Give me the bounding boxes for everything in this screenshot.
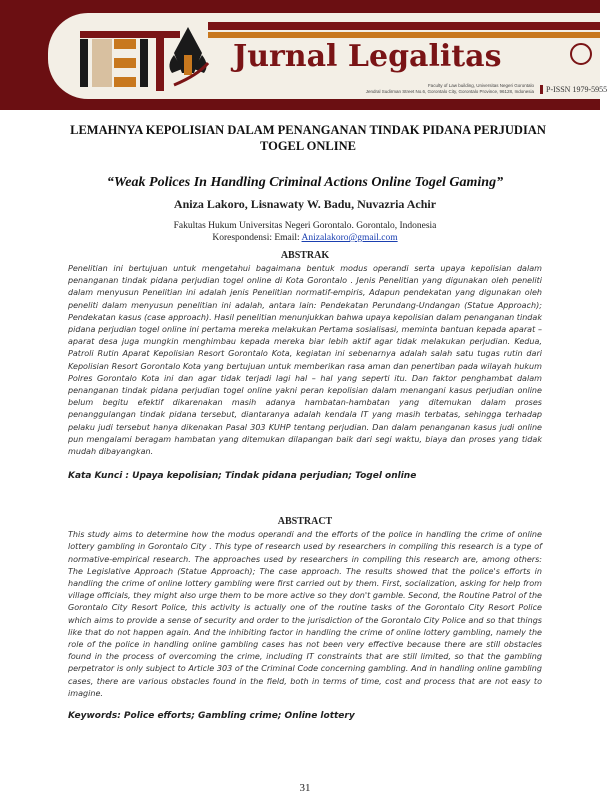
keywords: Keywords: Police efforts; Gambling crime; Online lottery — [68, 711, 355, 722]
article-body — [0, 110, 600, 805]
page-number: 31 — [299, 782, 311, 795]
english-title: “Weak Polices In Handling Criminal Actions Online Togel Gaming” — [106, 175, 504, 190]
address-line: Faculty of Law building, Universitas Negeri Gorontalo — [427, 83, 534, 88]
affiliation-block — [68, 220, 542, 244]
authors: Aniza Lakoro, Lisnawaty W. Badu, Nuvazria Achir — [173, 197, 437, 211]
kata-kunci: Kata Kunci : Upaya kepolisian; Tindak pidana perjudian; Togel online — [68, 471, 417, 482]
journal-header — [0, 0, 607, 110]
university-seal-icon — [570, 43, 592, 65]
email-link[interactable]: Anizalakoro@gmail.com — [301, 233, 398, 243]
abstrak-text: Penelitian ini bertujuan untuk mengetahui bagaimana bentuk modus operandi serta upaya kepolisian dalam penanganan tindak pidana perjudian togel online di Kota Gorontalo . Jenis Penelitian yang digunakan oleh peneliti dalam menyusun Penelitian ini adalah jenis Penelitian normatif-empiris, Adapun pendekatan yang digunakan oleh peneliti dalam menyusun penelitian ini adalah, antara lain: Pendekatan Perundang-Undangan (Statue Approach); Pendekatan kasus (case approach). Hasil penelitian menunjukkan bahwa upaya kepolisian dalam penanganan tindak pidana perjudian togel online ini pertama mereka melakukan Pertama sosialisasi, meminta bantuan kepada aparat – aparat desa juga mungkin menghimbau kepada mereka biar lebih aktif agar tidak melakukan perjudian. Kedua, Patroli Rutin Aparat Kepolisian Resort Gorontalo Kota, kegiatan ini sebenarnya adalah salah satu tugas rutin dari Kepolisian Resort Gorontalo Kota yang bertujuan untuk memberikan rasa aman dan penertiban pada wilayah hukum Polres Gorontalo Kota ini dan agar tidak terjadi lagi hal – hal yang seperti itu. Dan faktor penghambat dalam penanganan tindak pidana perjudian togel online yakni peran kepolisian dalam menangani kasus perjudian online belum begitu efektif dikarenakan masih adanya hambatan-hambatan yang ditemukan dalam proses penanggulangan tindak pidana tersebut, diantaranya adalah kendala IT yang masih terbatas, sehingga terhadap pelaku judi tersebut hanya dikenakan Pasal 303 KUHP tentang perjudian. Dan dalam penanganan kasus judi online pun mengalami beragam hambatan yang ditemukan dilapangan baik dari segi waktu, biaya dan proses yang tidak mudah dibayangkan. — [68, 264, 542, 457]
correspondence — [68, 232, 542, 244]
abstract-heading: ABSTRACT — [277, 516, 333, 528]
journal-logo — [78, 25, 248, 95]
address-line: Jendral Sudirman Street No.6, Gorontalo City, Gorontalo Province, 96128, Indonesia — [365, 89, 534, 94]
journal-address — [298, 83, 534, 95]
correspondence-label: Korespondensi: Email: — [212, 233, 302, 243]
article-title: LEMAHNYA KEPOLISIAN DALAM PENANGANAN TINDAK PIDANA PERJUDIAN TOGEL ONLINE — [70, 123, 546, 153]
header-stripe — [208, 22, 600, 30]
header-banner — [48, 13, 607, 99]
issn: P-ISSN 1979-5955 — [540, 85, 607, 94]
abstrak-heading: ABSTRAK — [280, 250, 330, 261]
header-stripe-orange — [208, 32, 600, 38]
abstract-text: This study aims to determine how the modus operandi and the efforts of the police in handling the crime of online lottery gambling in Gorontalo City . This type of research used by researchers in compiling this research is a type of normative-empirical research. The approaches used by researchers in compiling this research are, among others: The Legislative Approach (Statue Approach); The case approach. The results showed that the police's efforts in handling the crime of online lottery gambling were first carried out by them. First, socialization, asking for help from village officials, they might also urge them to be more active so they don't gamble. Second, the Routine Patrol of the Gorontalo City Resort Police, this activity is actually one of the routine tasks of the Gorontalo City Resort Police which aims to provide a sense of security and order to the jurisdiction of the Gorontalo City Police and so that things like that do not happen again. And the inhibiting factor in handling the crime of online lottery gambling, namely the role of the police in handling online gambling cases has not been very effective because there are still obstacles found in the process of overcoming the crime, including IT constraints that are still limited, so that the gambling perpetrator is only subject to Article 303 of the Criminal Code concerning gambling. And in handling online gambling cases, there are various obstacles found in the field, both in terms of time, cost and process that are not easy to imagine. — [68, 530, 542, 698]
affiliation: Fakultas Hukum Universitas Negeri Gorontalo. Gorontalo, Indonesia — [173, 221, 437, 231]
journal-name: Jurnal Legalitas — [233, 39, 502, 74]
